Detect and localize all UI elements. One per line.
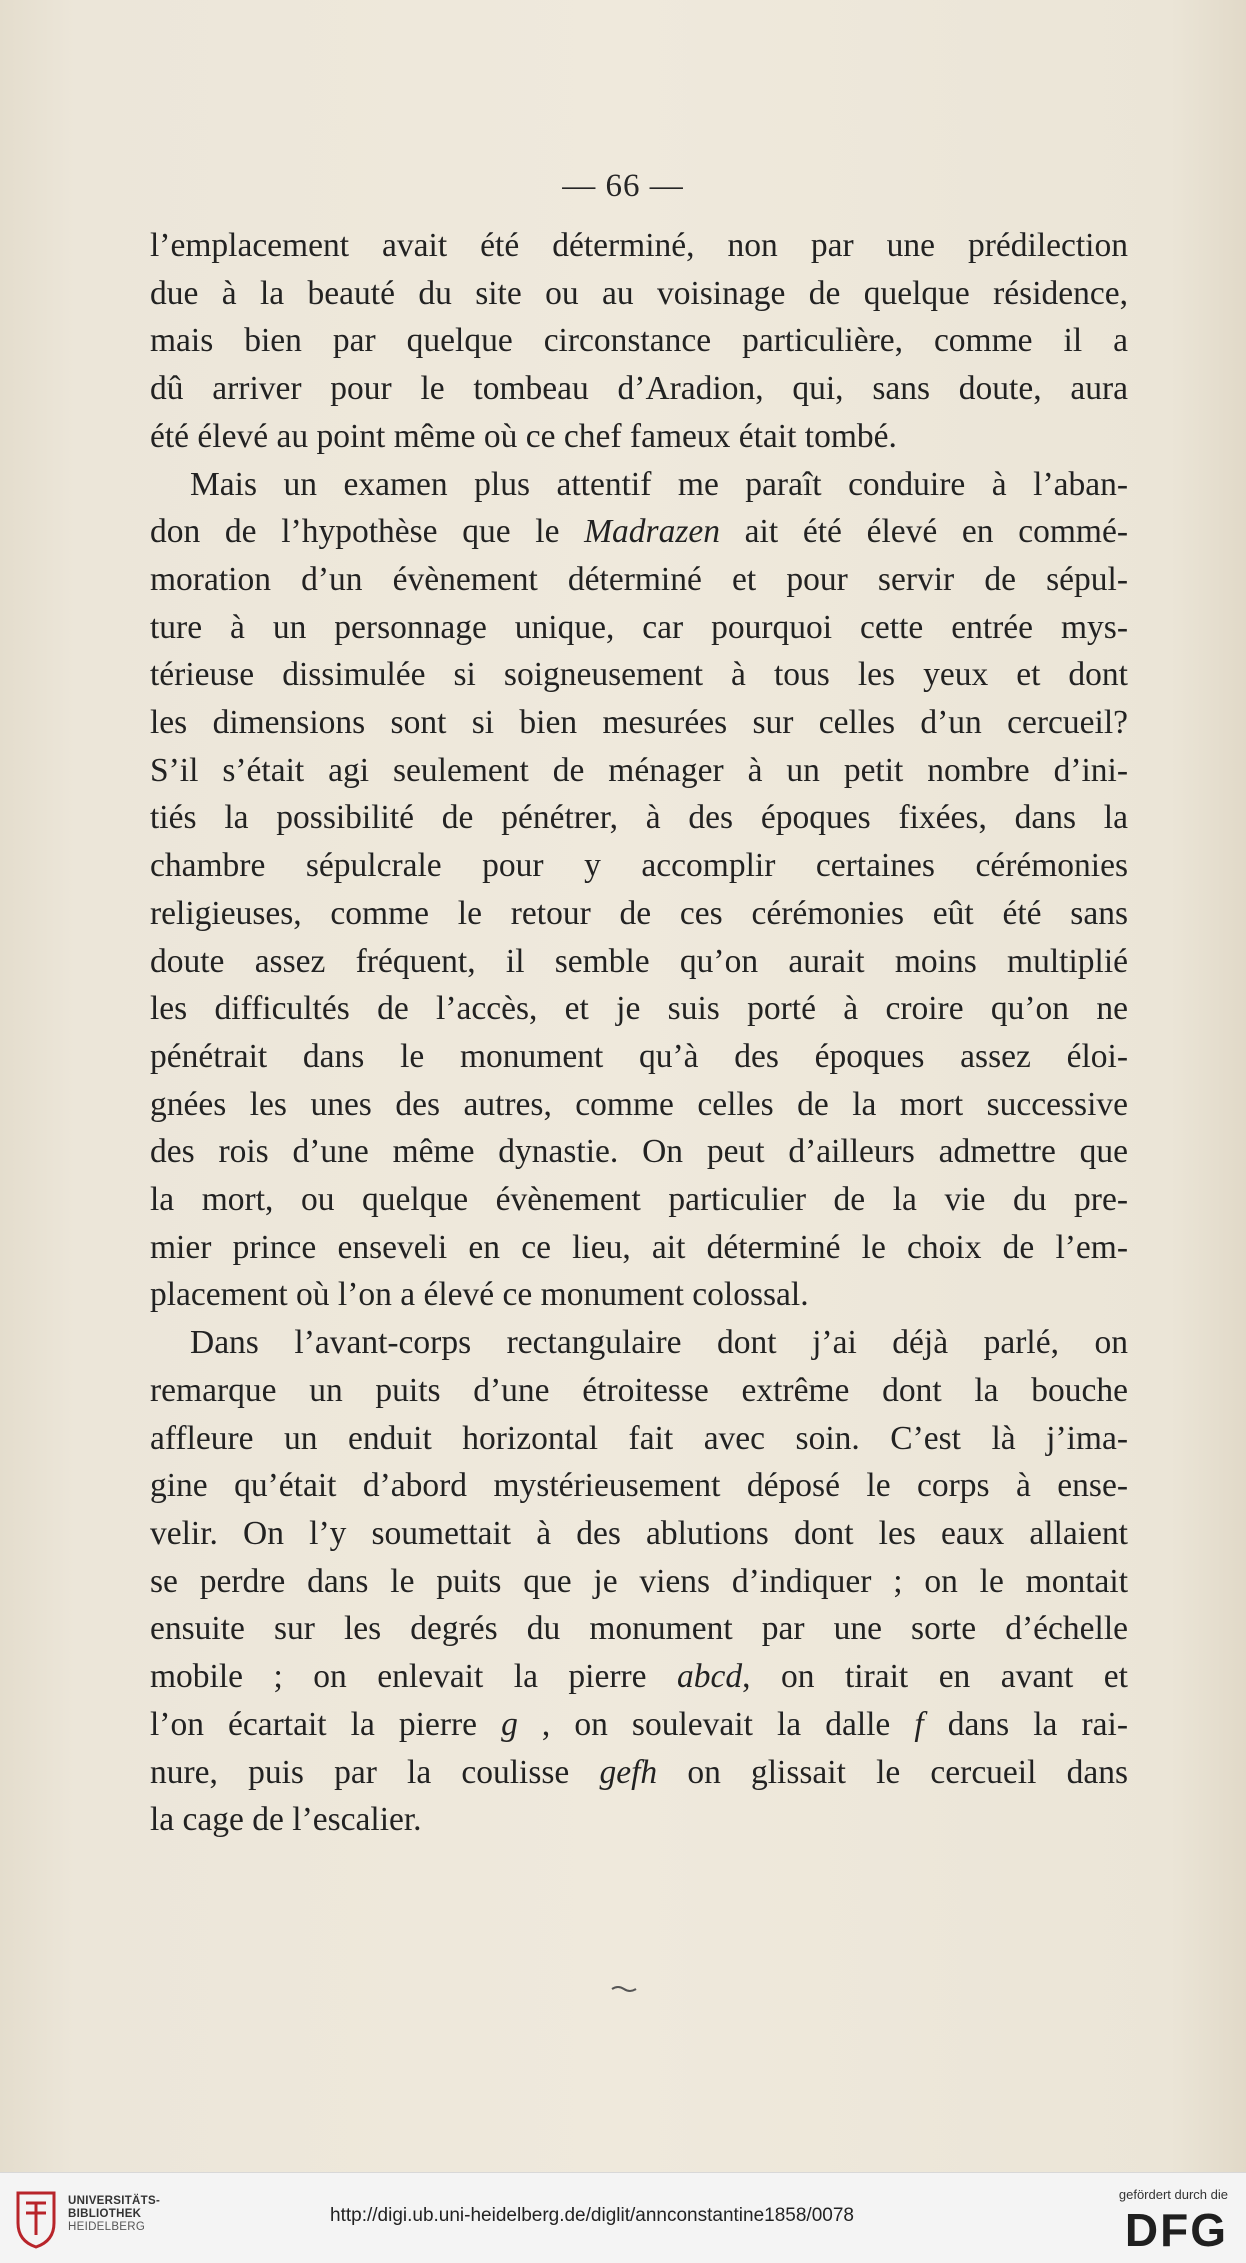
text-line: dû arriver pour le tombeau d’Aradion, qui, sans doute, aura	[150, 370, 1128, 408]
end-ornament	[610, 1985, 638, 1993]
text-line: Dans l’avant-corps rectangulaire dont j’ai déjà parlé, on	[190, 1324, 1128, 1362]
text-line: chambre sépulcrale pour y accomplir certaines cérémonies	[150, 847, 1128, 885]
text-line: la cage de l’escalier.	[150, 1801, 422, 1839]
text-line: tiés la possibilité de pénétrer, à des époques fixées, dans la	[150, 799, 1128, 837]
text-line: placement où l’on a élevé ce monument colossal.	[150, 1276, 809, 1314]
text-segment: mobile ; on enlevait la pierre	[150, 1658, 678, 1696]
text-line: gine qu’était d’abord mystérieusement déposé le corps à ense-	[150, 1467, 1128, 1505]
text-segment: l’on écartait la pierre	[150, 1705, 502, 1743]
digitization-footer	[0, 2172, 1246, 2263]
ornament-icon	[610, 1985, 638, 1993]
text-segment: on glissait le cercueil dans	[657, 1753, 1128, 1791]
italic-term-g: g	[501, 1705, 518, 1743]
text-line: ensuite sur les degrés du monument par une sorte d’échelle	[150, 1610, 1128, 1648]
text-line: des rois d’une même dynastie. On peut d’ailleurs admettre que	[150, 1133, 1128, 1171]
funded-by-label: gefördert durch die	[1118, 2187, 1228, 2202]
text-line: été élevé au point même où ce chef fameux était tombé.	[150, 417, 897, 455]
text-line: les dimensions sont si bien mesurées sur celles d’un cercueil?	[150, 704, 1128, 742]
text-segment: ait été élevé en commé-	[720, 513, 1128, 551]
text-line: l’emplacement avait été déterminé, non par une prédilection	[150, 227, 1128, 264]
italic-term-gefh: gefh	[599, 1753, 658, 1791]
text-line: remarque un puits d’une étroitesse extrême dont la bouche	[150, 1371, 1128, 1409]
text-line-with-italic	[150, 1749, 1128, 1797]
text-line: la mort, ou quelque évènement particulier de la vie du pre-	[150, 1181, 1128, 1219]
italic-term-f: f	[914, 1705, 924, 1743]
library-name	[68, 2195, 160, 2234]
text-line: doute assez fréquent, il semble qu’on aurait moins multiplié	[150, 942, 1128, 980]
text-line: les difficultés de l’accès, et je suis porté à croire qu’on ne	[150, 990, 1128, 1028]
text-line: affleure un enduit horizontal fait avec soin. C’est là j’ima-	[150, 1419, 1128, 1457]
text-segment: , on tirait en avant et	[742, 1658, 1128, 1696]
text-line: ture à un personnage unique, car pourquoi cette entrée mys-	[150, 608, 1128, 646]
text-line: pénétrait dans le monument qu’à des époques assez éloi-	[150, 1037, 1128, 1075]
text-line: velir. On l’y soumettait à des ablutions dont les eaux allaient	[150, 1514, 1128, 1552]
text-line: mier prince enseveli en ce lieu, ait déterminé le choix de l’em-	[150, 1228, 1128, 1266]
library-name-line: HEIDELBERG	[68, 2221, 146, 2233]
text-segment: don de l’hypothèse que le	[150, 513, 585, 551]
text-line: gnées les unes des autres, comme celles de la mort successive	[150, 1085, 1128, 1123]
text-segment: nure, puis par la coulisse	[150, 1753, 600, 1791]
body-text	[150, 222, 1128, 1844]
text-line: mais bien par quelque circonstance particulière, comme il a	[150, 322, 1128, 360]
text-line: térieuse dissimulée si soigneusement à tous les yeux et dont	[150, 656, 1128, 694]
italic-term-madrazen: Madrazen	[584, 513, 720, 551]
library-name-line: BIBLIOTHEK	[68, 2208, 142, 2220]
text-line: moration d’un évènement déterminé et pour servir de sépul-	[150, 560, 1128, 598]
text-line: S’il s’était agi seulement de ménager à un petit nombre d’ini-	[150, 751, 1128, 789]
italic-term-abcd: abcd	[677, 1658, 743, 1696]
library-name-line: UNIVERSITÄTS-	[68, 2195, 161, 2207]
text-line-with-italic	[150, 508, 1128, 556]
funding-credit	[1078, 2187, 1228, 2256]
text-line-with-italic	[150, 1653, 1128, 1701]
text-line: religieuses, comme le retour de ces cérémonies eût été sans	[150, 894, 1128, 932]
text-segment: dans la rai-	[923, 1705, 1128, 1743]
text-line: due à la beauté du site ou au voisinage de quelque résidence,	[150, 274, 1128, 312]
university-logo-icon	[12, 2189, 60, 2249]
permalink-url[interactable]: http://digi.ub.uni-heidelberg.de/diglit/annconstantine1858/0078	[330, 2205, 854, 2226]
dfg-logo: DFG	[1124, 2204, 1228, 2256]
text-segment: , on soulevait la dalle	[517, 1705, 915, 1743]
page-number: — 66 —	[562, 168, 684, 204]
text-line: Mais un examen plus attentif me paraît conduire à l’aban-	[190, 465, 1128, 503]
text-line: se perdre dans le puits que je viens d’indiquer ; on le montait	[150, 1562, 1128, 1600]
text-line-with-italic	[150, 1701, 1128, 1749]
